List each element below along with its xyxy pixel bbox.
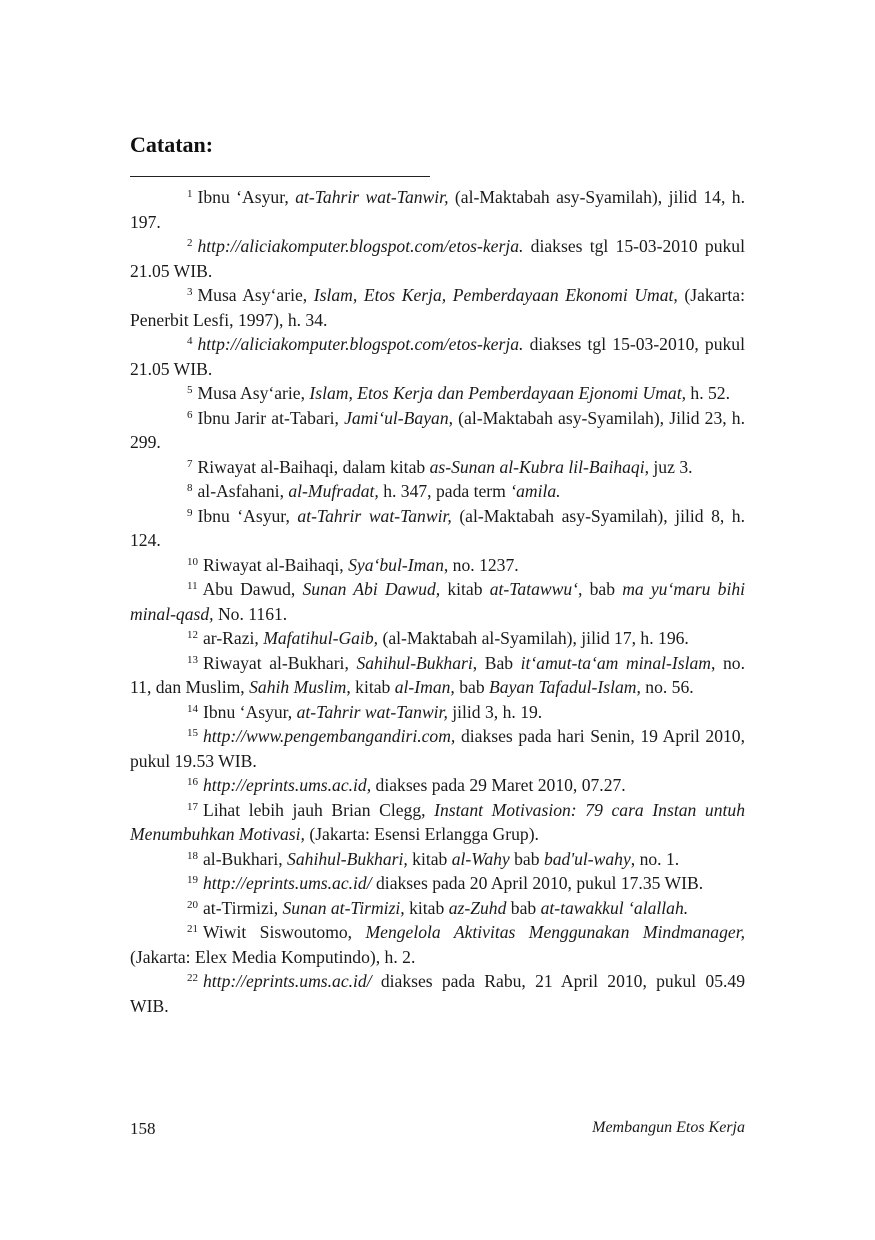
footnote-number: 1 xyxy=(187,188,193,200)
footnote-url: http://eprints.ums.ac.id/ xyxy=(203,873,372,893)
footnote-number: 10 xyxy=(187,555,198,568)
page-number: 158 xyxy=(130,1119,156,1138)
footnote-number: 5 xyxy=(187,384,193,396)
footnote-14: $^{14}$ Ibnu ‘Asyur, at-Tahrir wat-Tanwir, jilid 3, h. 19. xyxy=(187,701,543,722)
running-title: Membangun Etos Kerja xyxy=(592,1119,745,1136)
footnote-number: 14 xyxy=(187,702,198,715)
footnote-separator-rule xyxy=(130,176,430,177)
footnote-number: 11 xyxy=(187,580,198,592)
footnote-number: 6 xyxy=(187,408,193,421)
footnote-7: $^7$ Riwayat al-Baihaqi, dalam kitab as-Sunan al-Kubra lil-Baihaqi, juz 3. xyxy=(187,456,693,477)
footnote-number: 7 xyxy=(187,457,193,470)
footnote-13: $^{13}$ Riwayat al-Bukhari, Sahihul-Bukhari, Bab it‘amut-ta‘am minal-Islam, no. 11, dan Muslim, Sahih Muslim, kitab al-Iman, bab Bayan Tafadul-Islam, no. 56. xyxy=(130,652,745,697)
footnote-number: 9 xyxy=(187,506,193,519)
footnote-url: http://aliciakomputer.blogspot.com/etos-kerja. xyxy=(197,334,524,354)
footnote-10: $^{10}$ Riwayat al-Baihaqi, Sya‘bul-Iman, no. 1237. xyxy=(187,554,519,575)
footnote-number: 4 xyxy=(187,335,193,347)
footnote-number: 15 xyxy=(187,727,198,739)
footnote-list xyxy=(130,185,745,1018)
footnote-15: $^{15}$ http://www.pengembangandiri.com, diakses pada hari Senin, 19 April 2010, pukul 19.53 WIB. xyxy=(130,726,745,771)
notes-heading: Catatan: xyxy=(130,132,214,157)
footnote-1: $^1$ Ibnu ‘Asyur, at-Tahrir wat-Tanwir, (al-Maktabah asy-Syamilah), jilid 14, h. 197. xyxy=(130,187,745,232)
footnote-number: 22 xyxy=(187,972,198,984)
footnote-3: $^3$ Musa Asy‘arie, Islam, Etos Kerja, Pemberdayaan Ekonomi Umat, (Jakarta: Penerbit Lesfi, 1997), h. 34. xyxy=(130,285,745,330)
footnote-17: $^{17}$ Lihat lebih jauh Brian Clegg, Instant Motivasion: 79 cara Instan untuh Menumbuhkan Motivasi, (Jakarta: Esensi Erlangga Grup). xyxy=(130,799,745,844)
footnote-22: $^{22}$ http://eprints.ums.ac.id/ diakses pada Rabu, 21 April 2010, pukul 05.49 WIB. xyxy=(130,971,745,1016)
footnote-21: $^{21}$ Wiwit Siswoutomo, Mengelola Aktivitas Menggunakan Mindmanager, (Jakarta: Elex Media Komputindo), h. 2. xyxy=(130,922,745,967)
footnote-number: 20 xyxy=(187,898,198,911)
footnote-4: $^4$ http://aliciakomputer.blogspot.com/etos-kerja. diakses tgl 15-03-2010, pukul 21.05 WIB. xyxy=(130,334,745,379)
footnote-url: http://www.pengembangandiri.com, xyxy=(203,726,456,746)
footnote-8: $^8$ al-Asfahani, al-Mufradat, h. 347, pada term ‘amila. xyxy=(187,481,561,501)
footnote-url: http://eprints.ums.ac.id/ xyxy=(203,971,372,991)
footnote-9: $^9$ Ibnu ‘Asyur, at-Tahrir wat-Tanwir, (al-Maktabah asy-Syamilah), jilid 8, h. 124. xyxy=(130,505,745,550)
footnote-18: $^{18}$ al-Bukhari, Sahihul-Bukhari, kitab al-Wahy bab bad'ul-wahy, no. 1. xyxy=(187,848,680,869)
footnote-19: $^{19}$ http://eprints.ums.ac.id/ diakses pada 20 April 2010, pukul 17.35 WIB. xyxy=(187,873,704,893)
footnote-11: $^{11}$ Abu Dawud, Sunan Abi Dawud, kitab at-Tatawwu‘, bab ma yu‘maru bihi minal-qasd, No. 1161. xyxy=(130,579,746,624)
footnote-number: 17 xyxy=(187,800,198,813)
footnote-20: $^{20}$ at-Tirmizi, Sunan at-Tirmizi, kitab az-Zuhd bab at-tawakkul ‘alallah. xyxy=(187,897,689,918)
footnote-number: 12 xyxy=(187,629,198,641)
footnote-number: 21 xyxy=(187,923,198,935)
footnote-number: 13 xyxy=(187,653,198,666)
footnote-url: http://aliciakomputer.blogspot.com/etos-kerja. xyxy=(197,236,524,256)
footnote-number: 3 xyxy=(187,286,193,298)
footnote-number: 8 xyxy=(187,482,193,494)
footnote-number: 18 xyxy=(187,849,198,862)
footnote-url: http://eprints.ums.ac.id, xyxy=(203,775,372,795)
footnote-12: $^{12}$ ar-Razi, Mafatihul-Gaib, (al-Maktabah al-Syamilah), jilid 17, h. 196. xyxy=(187,628,689,648)
footnote-number: 16 xyxy=(187,776,198,788)
footnote-2: $^2$ http://aliciakomputer.blogspot.com/etos-kerja. diakses tgl 15-03-2010 pukul 21.05 WIB. xyxy=(130,236,745,281)
footnote-number: 19 xyxy=(187,874,198,886)
footnote-6: $^6$ Ibnu Jarir at-Tabari, Jami‘ul-Bayan, (al-Maktabah asy-Syamilah), Jilid 23, h. 299. xyxy=(130,407,745,452)
footnote-16: $^{16}$ http://eprints.ums.ac.id, diakses pada 29 Maret 2010, 07.27. xyxy=(187,775,626,795)
footnote-5: $^5$ Musa Asy‘arie, Islam, Etos Kerja dan Pemberdayaan Ejonomi Umat, h. 52. xyxy=(187,383,730,403)
footnote-number: 2 xyxy=(187,237,193,249)
